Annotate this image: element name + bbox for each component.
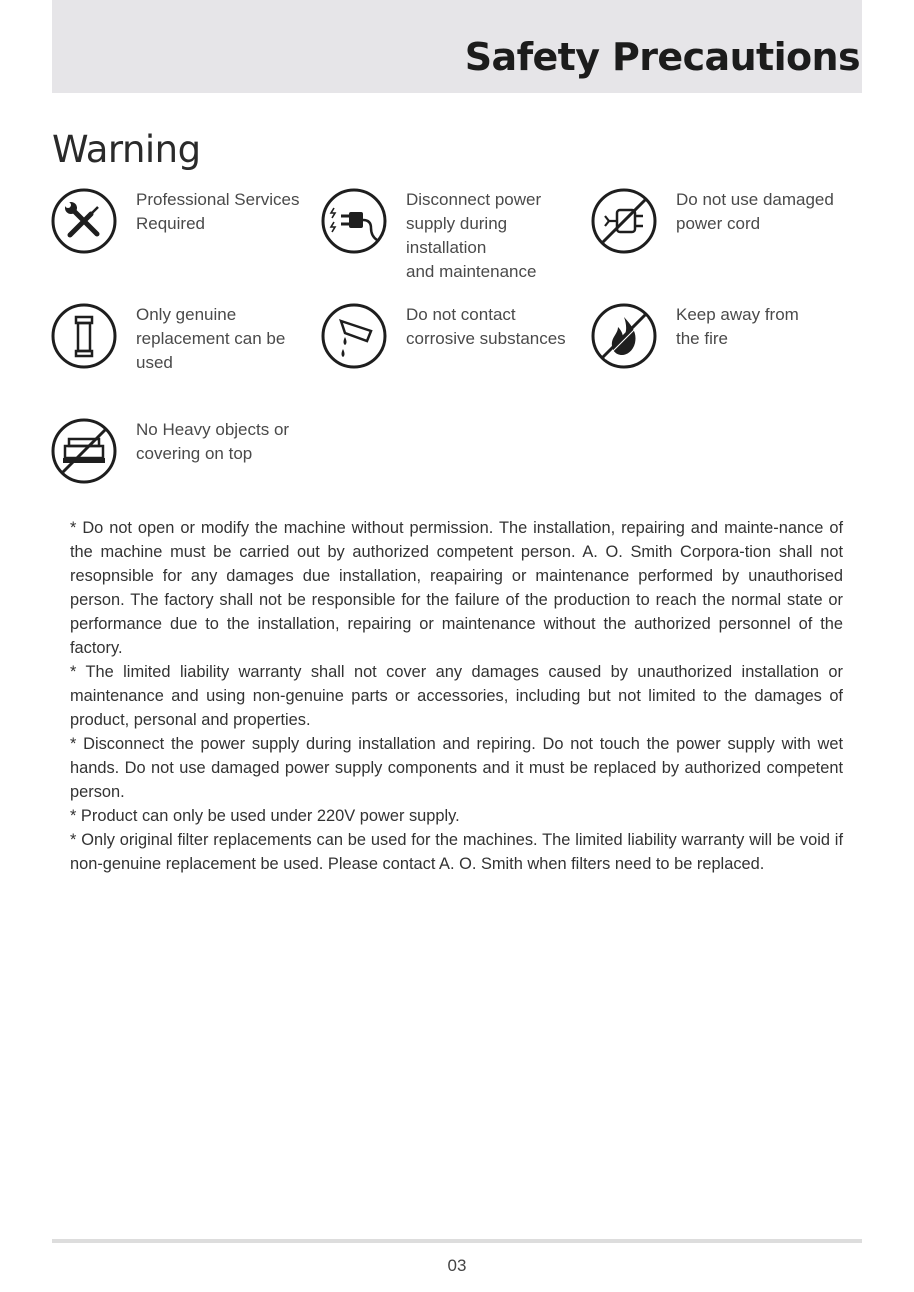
page-number: 03	[447, 1256, 467, 1275]
footer-rule	[52, 1239, 862, 1243]
tools-icon	[51, 188, 117, 254]
warning-label: Disconnect power supply during installation and maintenance	[406, 190, 542, 281]
warning-item-damaged-cord	[591, 188, 861, 288]
note-paragraph: * Product can only be used under 220V power supply.	[70, 807, 460, 825]
no-damaged-cord-icon	[591, 188, 657, 254]
corrosive-substance-icon	[321, 303, 387, 369]
note-paragraph: * Only original filter replacements can be used for the machines. The limited liability warranty will be void if non-genuine replacement be used. Please contact A. O. Smith when filters need to be replaced.	[70, 831, 843, 873]
note-paragraph: * The limited liability warranty shall not cover any damages caused by unauthorized installation or maintenance and using non-genuine parts or accessories, including but not limited to the damages of product, personal and properties.	[70, 663, 843, 729]
note-paragraph: * Disconnect the power supply during installation and repiring. Do not touch the power supply with wet hands. Do not use damaged power supply components and it must be replaced by authorized competent person.	[70, 735, 843, 801]
warning-item-corrosive	[321, 303, 591, 403]
warning-label: Only genuine replacement can be used	[136, 305, 286, 372]
warning-item-professional-services	[51, 188, 321, 288]
warning-label: Keep away from the fire	[676, 305, 799, 348]
warning-label: Professional Services Required	[136, 190, 300, 233]
note-paragraph: * Do not open or modify the machine without permission. The installation, repairing and mainte-nance of the machine must be carried out by authorized competent person. A. O. Smith Corpora-tion shall not resopnsible for any damages due installation, reapairing or maintenance performed by unauthorised person. The factory shall not be responsible for the failure of the production to reach the normal state or performance due to the installation, repairing or maintenance without the authorized personnel of the factory.	[70, 519, 843, 657]
power-plug-icon	[321, 188, 387, 254]
warning-item-genuine-replacement	[51, 303, 321, 403]
page-title: Safety Precautions	[464, 35, 860, 79]
section-title: Warning	[52, 128, 201, 171]
safety-notes	[70, 516, 843, 876]
warning-label: Do not contact corrosive substances	[406, 305, 566, 348]
warning-item-disconnect-power	[321, 188, 591, 288]
warning-label: No Heavy objects or covering on top	[136, 420, 290, 463]
warning-item-fire	[591, 303, 861, 403]
warning-item-heavy-objects	[51, 418, 321, 518]
filter-cartridge-icon	[51, 303, 117, 369]
no-heavy-objects-icon	[51, 418, 117, 484]
no-fire-icon	[591, 303, 657, 369]
warning-label: Do not use damaged power cord	[676, 190, 834, 233]
